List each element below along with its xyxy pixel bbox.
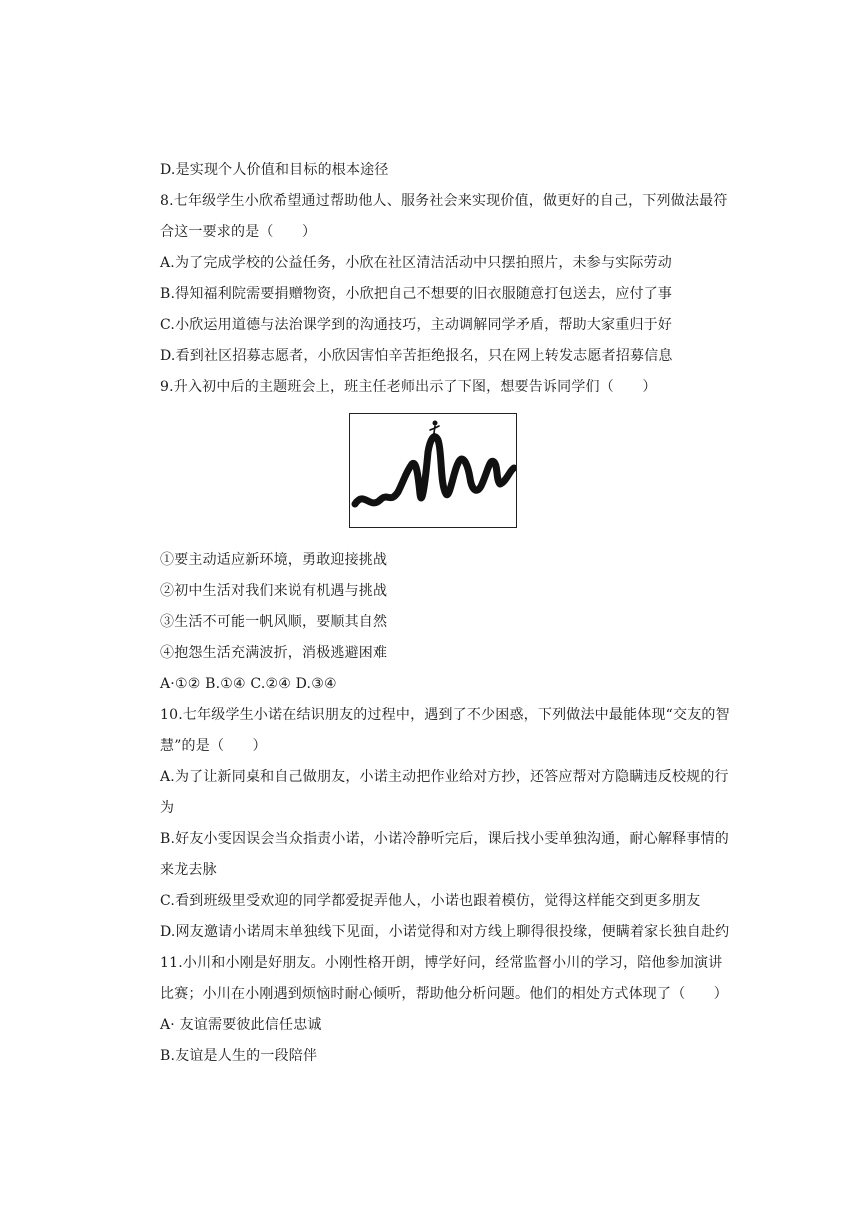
q10-stem-line-1: 10.七年级学生小诺在结识朋友的过程中，遇到了不少困惑，下列做法中最能体现“交友的智 — [160, 707, 730, 723]
wavy-road-figure — [349, 413, 517, 528]
q9-stem: 9.升入初中后的主题班会上，班主任老师出示了下图，想要告诉同学们（ ） — [160, 379, 657, 395]
q11-option-a: A· 友谊需要彼此信任忠诚 — [160, 1017, 322, 1033]
q8-option-a: A.为了完成学校的公益任务，小欣在社区清洁活动中只摆拍照片，未参与实际劳动 — [160, 255, 672, 271]
q8-option-c: C.小欣运用道德与法治课学到的沟通技巧，主动调解同学矛盾，帮助大家重归于好 — [160, 317, 673, 333]
q8-stem-line-2: 合这一要求的是（ ） — [160, 224, 317, 240]
q8-option-b: B.得知福利院需要捐赠物资，小欣把自己不想要的旧衣服随意打包送去，应付了事 — [160, 286, 673, 302]
q9-statement-4: ④抱怨生活充满波折，消极逃避困难 — [160, 645, 388, 661]
q10-option-c: C.看到班级里受欢迎的同学都爱捉弄他人，小诺也跟着模仿，觉得这样能交到更多朋友 — [160, 893, 701, 909]
wavy-road-with-runner-icon — [350, 414, 516, 527]
q10-option-b-line-1: B.好友小雯因误会当众指责小诺，小诺冷静听完后，课后找小雯单独沟通，耐心解释事情的 — [160, 831, 729, 847]
q7-option-d: D.是实现个人价值和目标的根本途径 — [160, 162, 389, 178]
q10-option-b-line-2: 来龙去脉 — [160, 862, 217, 878]
q10-option-d: D.网友邀请小诺周末单独线下见面，小诺觉得和对方线上聊得很投缘，便瞒着家长独自赴约 — [160, 924, 730, 940]
q11-stem-line-2: 比赛；小川在小刚遇到烦恼时耐心倾听，帮助他分析问题。他们的相处方式体现了（ ） — [160, 986, 728, 1002]
q9-statement-1: ①要主动适应新环境，勇敢迎接挑战 — [160, 552, 388, 568]
q9-options: A·①② B.①④ C.②④ D.③④ — [160, 676, 337, 692]
q10-option-a-line-2: 为 — [160, 800, 175, 816]
q8-option-d: D.看到社区招募志愿者，小欣因害怕辛苦拒绝报名，只在网上转发志愿者招募信息 — [160, 348, 673, 364]
q9-statement-3: ③生活不可能一帆风顺，要顺其自然 — [160, 614, 388, 630]
q11-stem-line-1: 11.小川和小刚是好朋友。小刚性格开朗，博学好问，经常监督小川的学习，陪他参加演讲 — [160, 955, 723, 971]
q11-option-b: B.友谊是人生的一段陪伴 — [160, 1048, 318, 1064]
q9-statement-2: ②初中生活对我们来说有机遇与挑战 — [160, 583, 388, 599]
q10-stem-line-2: 慧”的是（ ） — [160, 738, 267, 754]
q8-stem-line-1: 8.七年级学生小欣希望通过帮助他人、服务社会来实现价值，做更好的自己，下列做法最符 — [160, 193, 728, 209]
q10-option-a-line-1: A.为了让新同桌和自己做朋友，小诺主动把作业给对方抄，还答应帮对方隐瞒违反校规的行 — [160, 769, 729, 785]
